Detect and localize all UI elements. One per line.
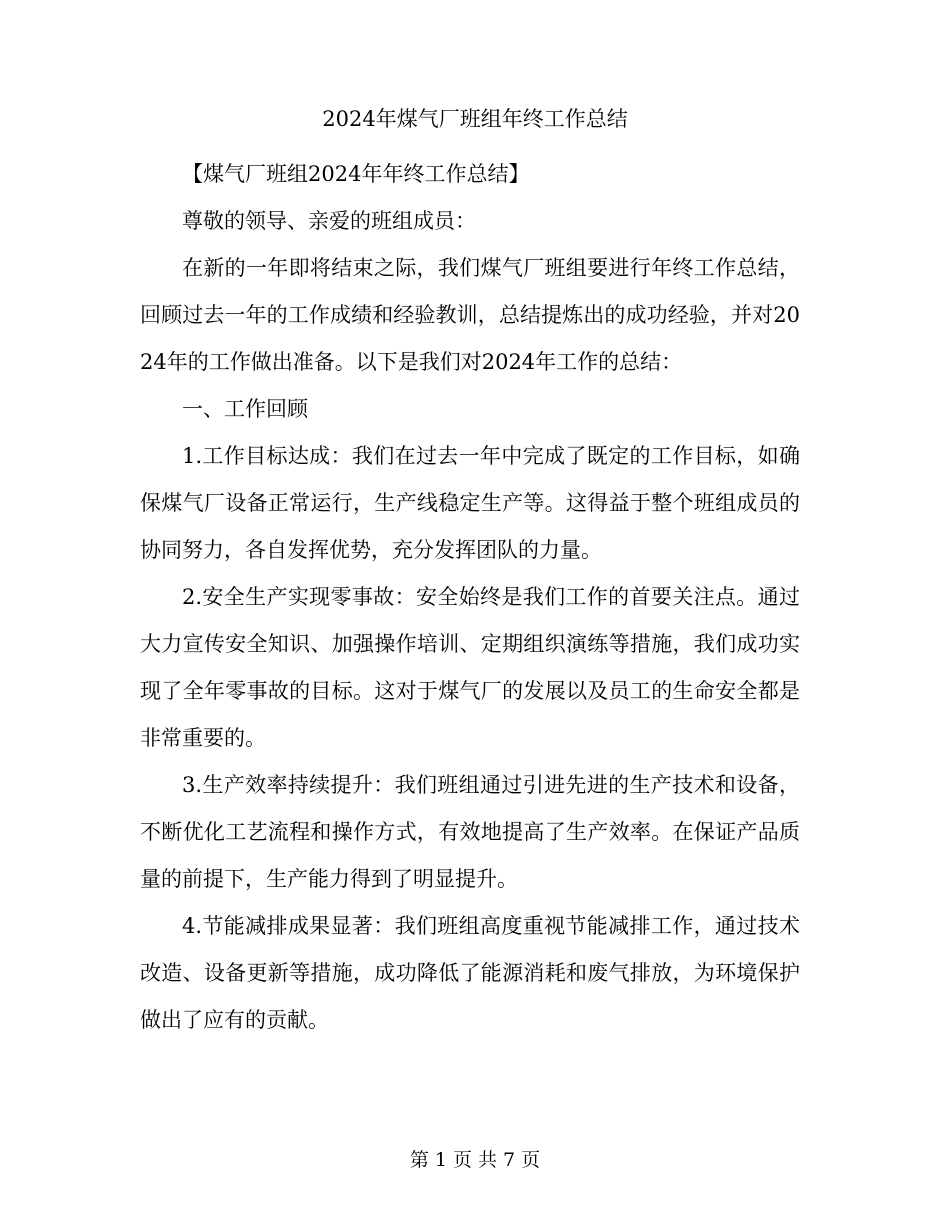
document-body: [140, 151, 800, 1044]
salutation: 尊敬的领导、亲爱的班组成员：: [182, 209, 476, 233]
paragraph-item-4: 4.节能减排成果显著：我们班组高度重视节能减排工作，通过技术改造、设备更新等措施，成功降低了能源消耗和废气排放，为环境保护做出了应有的贡献。: [140, 914, 800, 1032]
document-title: 2024年煤气厂班组年终工作总结: [322, 107, 628, 131]
section-heading-review: 一、工作回顾: [182, 397, 308, 421]
intro-paragraph: 在新的一年即将结束之际，我们煤气厂班组要进行年终工作总结，回顾过去一年的工作成绩和经验教训，总结提炼出的成功经验，并对2024年的工作做出准备。以下是我们对2024年工作的总结：: [140, 256, 800, 374]
paragraph-item-1: 1.工作目标达成：我们在过去一年中完成了既定的工作目标，如确保煤气厂设备正常运行，生产线稳定生产等。这得益于整个班组成员的协同努力，各自发挥优势，充分发挥团队的力量。: [140, 444, 800, 562]
page-number-footer: 第 1 页 共 7 页: [409, 1149, 541, 1171]
paragraph-item-2: 2.安全生产实现零事故：安全始终是我们工作的首要关注点。通过大力宣传安全知识、加强操作培训、定期组织演练等措施，我们成功实现了全年零事故的目标。这对于煤气厂的发展以及员工的生命安全都是非常重要的。: [140, 585, 800, 750]
section-heading-bracketed: 【煤气厂班组2024年年终工作总结】: [182, 162, 530, 186]
paragraph-item-3: 3.生产效率持续提升：我们班组通过引进先进的生产技术和设备，不断优化工艺流程和操作方式，有效地提高了生产效率。在保证产品质量的前提下，生产能力得到了明显提升。: [140, 773, 800, 891]
